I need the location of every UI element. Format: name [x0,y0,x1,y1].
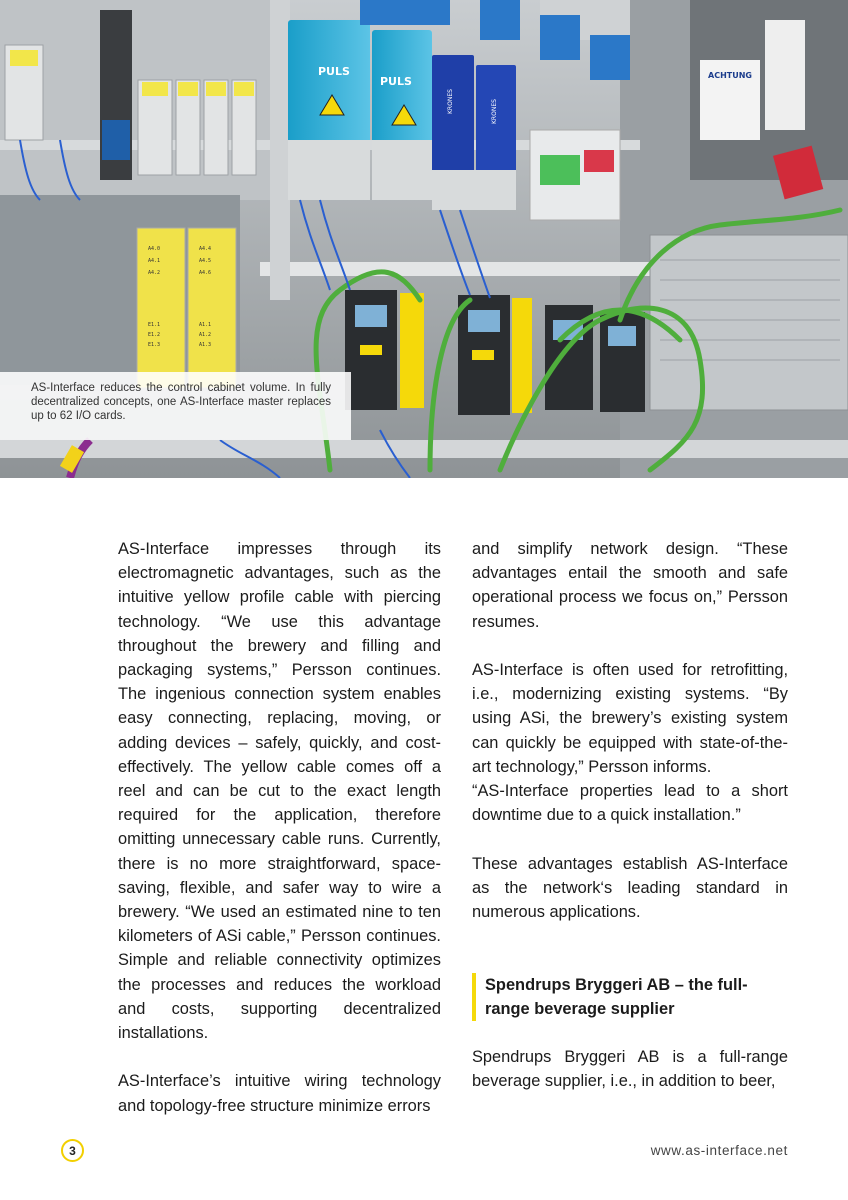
body-paragraph: and simplify network design. “These advantages entail the smooth and safe operational process we focus on,” Persson resumes. [472,540,788,631]
svg-text:A4.1: A4.1 [148,258,161,264]
paragraph-spacer [472,1021,788,1045]
svg-text:A4.6: A4.6 [199,270,212,276]
body-paragraph: AS-Interface is often used for retrofitting, i.e., modernizing existing systems. “By using ASi, the brewery’s existing system can quickly be equipped with state-of-the-art technology,” Persson informs. [472,661,788,776]
krones-label: KRONES [447,89,454,114]
svg-text:E1.2: E1.2 [148,332,161,338]
svg-text:A4.2: A4.2 [148,270,161,276]
body-paragraph: AS-Interface impresses through its electromagnetic advantages, such as the intuitive yellow profile cable with piercing technology. “We use this advantage throughout the brewery and filling and packaging systems,” Persson continues. The ingenious connection system enables easy connecting, replacing, moving, or adding devices – safely, quickly, and cost-effectively. The yellow cable comes off a reel and can be cut to the exact length required for the application, therefore omitting unnecessary cable runs. Currently, there is no more straightforward, space-saving, flexible, and safer way to wire a brewery. “We used an estimated nine to ten kilometers of ASi cable,” Persson continues. Simple and reliable connectivity optimizes the processes and reduces the workload and costs, supporting decentralized installations. [118,540,441,1043]
svg-text:E1.3: E1.3 [148,342,161,348]
left-column [118,537,441,1118]
puls-label-2: PULS [380,75,412,88]
section-heading: Spendrups Bryggeri AB – the full-range beverage supplier [472,973,788,1021]
svg-text:A4.5: A4.5 [199,258,212,264]
paragraph-spacer [118,1045,441,1069]
svg-text:A1.3: A1.3 [199,342,212,348]
paragraph-spacer [472,948,788,972]
svg-text:A1.1: A1.1 [199,322,212,328]
achtung-label: ACHTUNG [708,71,752,80]
body-paragraph: These advantages establish AS-Interface as the network‘s leading standard in numerous applications. [472,854,788,922]
svg-text:A1.2: A1.2 [199,332,212,338]
website-url[interactable]: www.as-interface.net [650,1143,788,1158]
photo-caption: AS-Interface reduces the control cabinet volume. In fully decentralized concepts, one AS-Interface master replaces up to 62 I/O cards. [0,372,351,440]
page-number: 3 [61,1139,84,1162]
right-column [472,537,788,1093]
body-paragraph: “AS-Interface properties lead to a short downtime due to a quick installation.” [472,782,788,825]
paragraph-spacer [472,827,788,851]
svg-text:A4.0: A4.0 [148,246,161,252]
krones-label-2: KRONES [491,99,498,124]
paragraph-spacer [472,924,788,948]
svg-text:E1.1: E1.1 [148,322,161,328]
svg-text:A4.4: A4.4 [199,246,212,252]
paragraph-spacer [472,634,788,658]
body-paragraph: AS-Interface’s intuitive wiring technology and topology-free structure minimize errors [118,1072,441,1115]
puls-label: PULS [318,65,350,78]
body-paragraph: Spendrups Bryggeri AB is a full-range beverage supplier, i.e., in addition to beer, [472,1047,788,1090]
